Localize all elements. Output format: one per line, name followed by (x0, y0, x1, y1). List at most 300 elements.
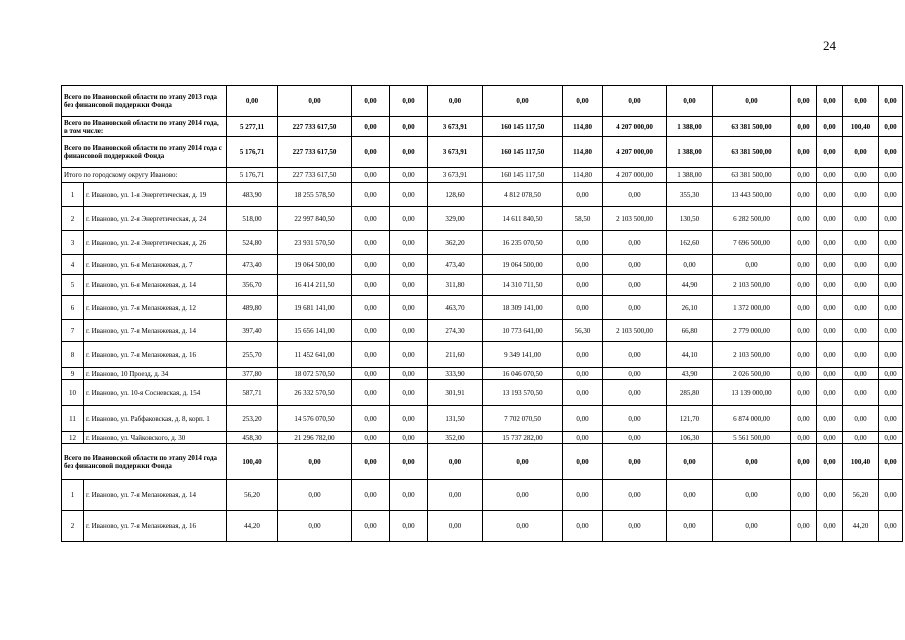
value-cell: 274,30 (428, 320, 483, 342)
value-cell: 333,90 (428, 368, 483, 380)
value-cell: 114,80 (563, 168, 603, 183)
value-cell: 160 145 117,50 (483, 137, 563, 168)
value-cell: 0,00 (879, 137, 903, 168)
value-cell: 0,00 (278, 86, 352, 117)
address-cell: г. Иваново, 10 Проезд, д. 34 (84, 368, 227, 380)
value-cell: 0,00 (791, 255, 817, 275)
value-cell: 0,00 (791, 342, 817, 368)
value-cell: 0,00 (352, 432, 390, 444)
value-cell: 0,00 (352, 275, 390, 296)
value-cell: 14 576 070,50 (278, 406, 352, 432)
value-cell: 19 681 141,00 (278, 296, 352, 320)
value-cell: 377,80 (227, 368, 278, 380)
value-cell: 0,00 (879, 183, 903, 207)
row-number: 4 (62, 255, 84, 275)
value-cell: 518,00 (227, 207, 278, 231)
row-number: 2 (62, 207, 84, 231)
value-cell: 2 103 500,00 (713, 342, 791, 368)
value-cell: 0,00 (603, 342, 667, 368)
value-cell: 63 381 500,00 (713, 117, 791, 137)
table-row (62, 342, 903, 368)
value-cell: 19 064 500,00 (483, 255, 563, 275)
value-cell: 0,00 (879, 480, 903, 511)
address-cell: г. Иваново, ул. 7-я Меланжевая, д. 14 (84, 320, 227, 342)
value-cell: 0,00 (563, 444, 603, 480)
value-cell: 0,00 (563, 275, 603, 296)
row-number: 5 (62, 275, 84, 296)
value-cell: 26 332 570,50 (278, 380, 352, 406)
value-cell: 6 874 000,00 (713, 406, 791, 432)
value-cell: 0,00 (352, 511, 390, 542)
value-cell: 0,00 (352, 86, 390, 117)
value-cell: 0,00 (603, 231, 667, 255)
value-cell: 0,00 (278, 480, 352, 511)
value-cell: 4 812 078,50 (483, 183, 563, 207)
value-cell: 0,00 (390, 380, 428, 406)
value-cell: 0,00 (817, 380, 843, 406)
value-cell: 0,00 (791, 117, 817, 137)
table-row (62, 432, 903, 444)
value-cell: 0,00 (390, 183, 428, 207)
value-cell: 0,00 (352, 117, 390, 137)
value-cell: 4 207 000,00 (603, 117, 667, 137)
address-cell: г. Иваново, ул. Чайковского, д. 30 (84, 432, 227, 444)
value-cell: 227 733 617,50 (278, 168, 352, 183)
value-cell: 0,00 (603, 444, 667, 480)
value-cell: 0,00 (791, 183, 817, 207)
value-cell: 2 103 500,00 (713, 275, 791, 296)
row-number: 8 (62, 342, 84, 368)
value-cell: 0,00 (390, 320, 428, 342)
value-cell: 100,40 (843, 444, 879, 480)
value-cell: 0,00 (843, 275, 879, 296)
value-cell: 0,00 (352, 320, 390, 342)
value-cell: 0,00 (817, 117, 843, 137)
value-cell: 0,00 (483, 86, 563, 117)
value-cell: 0,00 (843, 342, 879, 368)
value-cell: 253,20 (227, 406, 278, 432)
value-cell: 0,00 (879, 168, 903, 183)
summary-row (62, 86, 903, 117)
value-cell: 0,00 (390, 275, 428, 296)
value-cell: 15 737 282,00 (483, 432, 563, 444)
value-cell: 0,00 (483, 444, 563, 480)
value-cell: 14 310 711,50 (483, 275, 563, 296)
value-cell: 1 388,00 (667, 117, 713, 137)
value-cell: 0,00 (352, 255, 390, 275)
value-cell: 0,00 (879, 342, 903, 368)
table-body (62, 86, 903, 542)
value-cell: 0,00 (791, 296, 817, 320)
value-cell: 2 779 000,00 (713, 320, 791, 342)
address-cell: г. Иваново, ул. 7-я Меланжевая, д. 12 (84, 296, 227, 320)
row-label: Всего по Ивановской области по этапу 2014 года, в том числе: (62, 117, 227, 137)
value-cell: 5 277,11 (227, 117, 278, 137)
row-number: 7 (62, 320, 84, 342)
address-cell: г. Иваново, ул. 2-я Энергетическая, д. 26 (84, 231, 227, 255)
value-cell: 0,00 (817, 86, 843, 117)
value-cell: 4 207 000,00 (603, 168, 667, 183)
value-cell: 0,00 (843, 432, 879, 444)
address-cell: г. Иваново, ул. 7-я Меланжевая, д. 14 (84, 480, 227, 511)
value-cell: 44,90 (667, 275, 713, 296)
value-cell: 2 103 500,00 (603, 207, 667, 231)
value-cell: 7 696 500,00 (713, 231, 791, 255)
value-cell: 18 072 570,50 (278, 368, 352, 380)
value-cell: 0,00 (879, 296, 903, 320)
value-cell: 0,00 (791, 231, 817, 255)
value-cell: 0,00 (879, 207, 903, 231)
value-cell: 44,20 (227, 511, 278, 542)
value-cell: 0,00 (390, 86, 428, 117)
table-row (62, 511, 903, 542)
value-cell: 0,00 (879, 255, 903, 275)
value-cell: 463,70 (428, 296, 483, 320)
value-cell: 0,00 (817, 183, 843, 207)
value-cell: 0,00 (352, 368, 390, 380)
row-label: Всего по Ивановской области по этапу 2014 года с финансовой поддержкой Фонда (62, 137, 227, 168)
value-cell: 0,00 (791, 86, 817, 117)
value-cell: 0,00 (791, 380, 817, 406)
value-cell: 0,00 (227, 86, 278, 117)
value-cell: 3 673,91 (428, 168, 483, 183)
table-row (62, 275, 903, 296)
value-cell: 0,00 (791, 432, 817, 444)
table-row (62, 183, 903, 207)
value-cell: 43,90 (667, 368, 713, 380)
address-cell: г. Иваново, ул. Рабфаковская, д. 8, корп. 1 (84, 406, 227, 432)
value-cell: 4 207 000,00 (603, 137, 667, 168)
value-cell: 114,80 (563, 117, 603, 137)
value-cell: 160 145 117,50 (483, 117, 563, 137)
data-table (61, 85, 903, 542)
value-cell: 0,00 (278, 511, 352, 542)
value-cell: 0,00 (390, 207, 428, 231)
value-cell: 0,00 (713, 86, 791, 117)
value-cell: 16 414 211,50 (278, 275, 352, 296)
value-cell: 15 656 141,00 (278, 320, 352, 342)
value-cell: 0,00 (879, 117, 903, 137)
value-cell: 0,00 (791, 511, 817, 542)
value-cell: 0,00 (390, 511, 428, 542)
value-cell: 0,00 (879, 368, 903, 380)
value-cell: 0,00 (843, 86, 879, 117)
value-cell: 0,00 (713, 255, 791, 275)
row-number: 9 (62, 368, 84, 380)
value-cell: 0,00 (603, 275, 667, 296)
value-cell: 0,00 (667, 511, 713, 542)
value-cell: 0,00 (791, 168, 817, 183)
value-cell: 56,20 (843, 480, 879, 511)
summary-row (62, 117, 903, 137)
value-cell: 13 193 570,50 (483, 380, 563, 406)
value-cell: 0,00 (817, 480, 843, 511)
row-number: 1 (62, 480, 84, 511)
value-cell: 301,91 (428, 380, 483, 406)
value-cell: 0,00 (843, 207, 879, 231)
value-cell: 0,00 (563, 86, 603, 117)
value-cell: 0,00 (879, 275, 903, 296)
row-number: 1 (62, 183, 84, 207)
value-cell: 362,20 (428, 231, 483, 255)
value-cell: 56,20 (227, 480, 278, 511)
summary-row (62, 444, 903, 480)
value-cell: 352,00 (428, 432, 483, 444)
value-cell: 0,00 (603, 480, 667, 511)
value-cell: 0,00 (667, 444, 713, 480)
value-cell: 0,00 (390, 432, 428, 444)
address-cell: г. Иваново, ул. 10-я Сосневская, д. 154 (84, 380, 227, 406)
row-number: 6 (62, 296, 84, 320)
table-row (62, 320, 903, 342)
value-cell: 13 139 000,00 (713, 380, 791, 406)
value-cell: 0,00 (879, 432, 903, 444)
value-cell: 100,40 (227, 444, 278, 480)
city-total-row (62, 168, 903, 183)
value-cell: 0,00 (791, 444, 817, 480)
value-cell: 0,00 (843, 183, 879, 207)
value-cell: 0,00 (817, 368, 843, 380)
value-cell: 0,00 (843, 368, 879, 380)
value-cell: 285,80 (667, 380, 713, 406)
value-cell: 0,00 (563, 342, 603, 368)
value-cell: 0,00 (352, 231, 390, 255)
value-cell: 0,00 (390, 444, 428, 480)
value-cell: 483,90 (227, 183, 278, 207)
value-cell: 0,00 (390, 117, 428, 137)
value-cell: 18 309 141,00 (483, 296, 563, 320)
value-cell: 473,40 (227, 255, 278, 275)
value-cell: 0,00 (603, 380, 667, 406)
value-cell: 0,00 (817, 255, 843, 275)
value-cell: 0,00 (843, 406, 879, 432)
value-cell: 0,00 (352, 207, 390, 231)
value-cell: 0,00 (817, 296, 843, 320)
value-cell: 162,60 (667, 231, 713, 255)
value-cell: 106,30 (667, 432, 713, 444)
value-cell: 0,00 (352, 168, 390, 183)
value-cell: 0,00 (352, 137, 390, 168)
value-cell: 0,00 (843, 296, 879, 320)
value-cell: 0,00 (879, 511, 903, 542)
value-cell: 0,00 (667, 86, 713, 117)
value-cell: 3 673,91 (428, 117, 483, 137)
value-cell: 5 176,71 (227, 137, 278, 168)
value-cell: 160 145 117,50 (483, 168, 563, 183)
value-cell: 0,00 (563, 231, 603, 255)
value-cell: 0,00 (352, 444, 390, 480)
address-cell: г. Иваново, ул. 1-я Энергетическая, д. 19 (84, 183, 227, 207)
value-cell: 489,80 (227, 296, 278, 320)
value-cell: 0,00 (563, 480, 603, 511)
value-cell: 0,00 (817, 231, 843, 255)
table-row (62, 231, 903, 255)
value-cell: 13 443 500,00 (713, 183, 791, 207)
value-cell: 44,20 (843, 511, 879, 542)
value-cell: 0,00 (563, 255, 603, 275)
value-cell: 0,00 (843, 137, 879, 168)
value-cell: 6 282 500,00 (713, 207, 791, 231)
value-cell: 0,00 (791, 480, 817, 511)
value-cell: 0,00 (817, 168, 843, 183)
value-cell: 0,00 (843, 168, 879, 183)
value-cell: 0,00 (603, 432, 667, 444)
value-cell: 0,00 (843, 231, 879, 255)
value-cell: 100,40 (843, 117, 879, 137)
value-cell: 10 773 641,00 (483, 320, 563, 342)
value-cell: 473,40 (428, 255, 483, 275)
value-cell: 0,00 (843, 320, 879, 342)
row-label: Всего по Ивановской области по этапу 2014 года без финансовой поддержки Фонда (62, 444, 227, 480)
value-cell: 0,00 (791, 137, 817, 168)
value-cell: 355,30 (667, 183, 713, 207)
value-cell: 0,00 (352, 296, 390, 320)
value-cell: 211,60 (428, 342, 483, 368)
value-cell: 0,00 (390, 137, 428, 168)
value-cell: 227 733 617,50 (278, 117, 352, 137)
address-cell: г. Иваново, ул. 7-я Меланжевая, д. 16 (84, 511, 227, 542)
value-cell: 44,10 (667, 342, 713, 368)
value-cell: 0,00 (791, 406, 817, 432)
value-cell: 0,00 (563, 406, 603, 432)
value-cell: 0,00 (603, 296, 667, 320)
table-row (62, 255, 903, 275)
value-cell: 0,00 (352, 480, 390, 511)
value-cell: 0,00 (603, 406, 667, 432)
value-cell: 19 064 500,00 (278, 255, 352, 275)
value-cell: 0,00 (563, 380, 603, 406)
value-cell: 0,00 (483, 480, 563, 511)
value-cell: 0,00 (713, 511, 791, 542)
value-cell: 130,50 (667, 207, 713, 231)
value-cell: 0,00 (352, 342, 390, 368)
value-cell: 0,00 (352, 183, 390, 207)
value-cell: 0,00 (879, 406, 903, 432)
value-cell: 0,00 (390, 342, 428, 368)
value-cell: 0,00 (817, 511, 843, 542)
value-cell: 227 733 617,50 (278, 137, 352, 168)
address-cell: г. Иваново, ул. 7-я Меланжевая, д. 16 (84, 342, 227, 368)
value-cell: 58,50 (563, 207, 603, 231)
value-cell: 0,00 (817, 137, 843, 168)
value-cell: 0,00 (603, 183, 667, 207)
value-cell: 0,00 (390, 368, 428, 380)
address-cell: г. Иваново, ул. 6-я Меланжевая, д. 7 (84, 255, 227, 275)
address-cell: г. Иваново, ул. 2-я Энергетическая, д. 24 (84, 207, 227, 231)
value-cell: 0,00 (879, 380, 903, 406)
value-cell: 7 702 070,50 (483, 406, 563, 432)
value-cell: 0,00 (603, 86, 667, 117)
value-cell: 22 997 840,50 (278, 207, 352, 231)
value-cell: 0,00 (563, 296, 603, 320)
value-cell: 255,70 (227, 342, 278, 368)
value-cell: 0,00 (843, 255, 879, 275)
value-cell: 18 255 578,50 (278, 183, 352, 207)
value-cell: 0,00 (879, 320, 903, 342)
table-row (62, 406, 903, 432)
value-cell: 0,00 (791, 320, 817, 342)
value-cell: 0,00 (390, 406, 428, 432)
value-cell: 397,40 (227, 320, 278, 342)
row-number: 3 (62, 231, 84, 255)
value-cell: 16 235 070,50 (483, 231, 563, 255)
value-cell: 0,00 (791, 368, 817, 380)
value-cell: 0,00 (390, 255, 428, 275)
value-cell: 5 176,71 (227, 168, 278, 183)
value-cell: 0,00 (817, 406, 843, 432)
value-cell: 0,00 (843, 380, 879, 406)
value-cell: 356,70 (227, 275, 278, 296)
table-row (62, 296, 903, 320)
value-cell: 21 296 782,00 (278, 432, 352, 444)
value-cell: 0,00 (667, 480, 713, 511)
page-number: 24 (823, 38, 836, 53)
table-row (62, 368, 903, 380)
address-cell: г. Иваново, ул. 6-я Меланжевая, д. 14 (84, 275, 227, 296)
value-cell: 329,00 (428, 207, 483, 231)
value-cell: 587,71 (227, 380, 278, 406)
value-cell: 0,00 (563, 368, 603, 380)
value-cell: 2 026 500,00 (713, 368, 791, 380)
value-cell: 0,00 (390, 480, 428, 511)
value-cell: 0,00 (791, 207, 817, 231)
value-cell: 0,00 (428, 86, 483, 117)
value-cell: 3 673,91 (428, 137, 483, 168)
value-cell: 66,80 (667, 320, 713, 342)
value-cell: 0,00 (603, 255, 667, 275)
value-cell: 0,00 (667, 255, 713, 275)
row-number: 10 (62, 380, 84, 406)
value-cell: 56,30 (563, 320, 603, 342)
value-cell: 0,00 (879, 444, 903, 480)
row-number: 2 (62, 511, 84, 542)
value-cell: 0,00 (352, 380, 390, 406)
value-cell: 23 931 570,50 (278, 231, 352, 255)
value-cell: 0,00 (817, 207, 843, 231)
value-cell: 26,10 (667, 296, 713, 320)
value-cell: 0,00 (352, 406, 390, 432)
row-number: 12 (62, 432, 84, 444)
value-cell: 0,00 (563, 511, 603, 542)
value-cell: 0,00 (428, 511, 483, 542)
value-cell: 0,00 (603, 511, 667, 542)
value-cell: 458,30 (227, 432, 278, 444)
value-cell: 0,00 (428, 480, 483, 511)
value-cell: 1 388,00 (667, 137, 713, 168)
value-cell: 11 452 641,00 (278, 342, 352, 368)
value-cell: 114,80 (563, 137, 603, 168)
value-cell: 0,00 (390, 231, 428, 255)
value-cell: 2 103 500,00 (603, 320, 667, 342)
row-label: Всего по Ивановской области по этапу 2013 года без финансовой поддержки Фонда (62, 86, 227, 117)
value-cell: 0,00 (603, 368, 667, 380)
value-cell: 0,00 (563, 432, 603, 444)
value-cell: 0,00 (879, 231, 903, 255)
value-cell: 128,60 (428, 183, 483, 207)
value-cell: 0,00 (278, 444, 352, 480)
table-row (62, 380, 903, 406)
value-cell: 16 046 070,50 (483, 368, 563, 380)
value-cell: 1 388,00 (667, 168, 713, 183)
value-cell: 0,00 (879, 86, 903, 117)
value-cell: 5 561 500,00 (713, 432, 791, 444)
value-cell: 0,00 (713, 480, 791, 511)
value-cell: 0,00 (817, 342, 843, 368)
value-cell: 0,00 (713, 444, 791, 480)
value-cell: 0,00 (817, 320, 843, 342)
value-cell: 9 349 141,00 (483, 342, 563, 368)
row-label: Итого по городскому округу Иваново: (62, 168, 227, 183)
